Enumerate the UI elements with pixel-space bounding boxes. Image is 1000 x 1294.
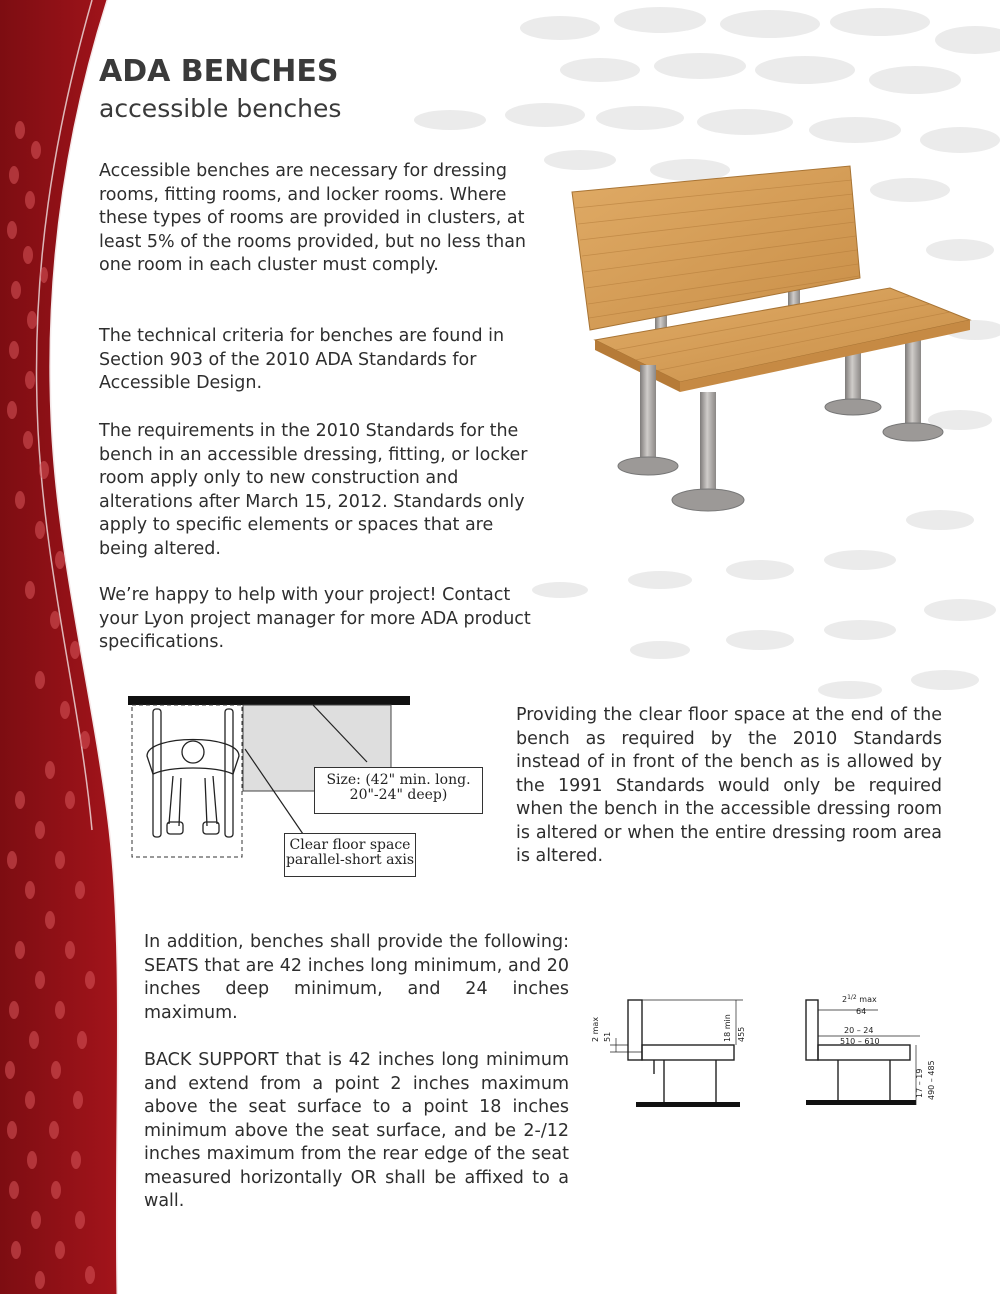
- back-height-dimension-diagram: [588, 990, 758, 1120]
- requirements-seats-paragraph: In addition, benches shall provide the following: SEATS that are 42 inches long minimum, and 20 inches deep minimum, and 24 inches maximum.: [144, 932, 569, 1023]
- requirements-back-support-paragraph: BACK SUPPORT that is 42 inches long minimum and extend from a point 2 inches maximum above the seat surface to a point 18 inches minimum above the seat surface, and be 2-/12 inches maximum from the rear edge of the seat measured horizontally OR shall be affixed to a wall.: [144, 1050, 569, 1211]
- intro-paragraph-1: Accessible benches are necessary for dressing rooms, fitting rooms, and locker rooms. Where these types of rooms are provided in clusters, at least 5% of the rooms provided, but no less than one room in each cluster must comply.: [99, 161, 527, 275]
- seat-depth-dimension-diagram: [798, 988, 948, 1123]
- dim-490-485: 490 – 485: [927, 1060, 936, 1100]
- intro-paragraph-3: The requirements in the 2010 Standards for the bench in an accessible dressing, fitting, or locker room apply only to new construction and alterations after March 15, 2012. Standards only apply to specific elements or spaces that are being altered.: [99, 421, 528, 559]
- wheelchair-icon: [147, 709, 239, 837]
- clear-floor-callout-line-2: parallel-short axis: [285, 852, 415, 868]
- page-title: ADA BENCHES: [99, 54, 339, 89]
- dim-20-24: 20 – 24: [844, 1026, 874, 1035]
- dim-2-half-max: $2^{1/2}$ max: [842, 994, 877, 1004]
- page-subtitle: accessible benches: [99, 94, 342, 123]
- dim-510-610: 510 – 610: [840, 1037, 880, 1046]
- dim-2-max: 2 max: [591, 1016, 600, 1042]
- size-callout-line-1: Size: (42" min. long.: [326, 772, 471, 788]
- dim-17-19: 17 – 19: [915, 1068, 924, 1098]
- clear-floor-callout-line-1: Clear floor space: [289, 837, 411, 853]
- clear-floor-space-description: Providing the clear floor space at the end of the bench as required by the 2010 Standards instead of in front of the bench as is allowed by the 1991 Standards would only be required when the bench in the accessible dressing room is altered or when the entire dressing room area is altered.: [516, 705, 942, 866]
- intro-paragraph-2: The technical criteria for benches are found in Section 903 of the 2010 ADA Standards for Accessible Design.: [99, 326, 505, 393]
- wall-bar: [128, 696, 410, 705]
- intro-paragraph-4: We’re happy to help with your project! Contact your Lyon project manager for more ADA product specifications.: [99, 585, 531, 652]
- bench-product-image: [560, 160, 980, 525]
- dim-51: 51: [603, 1031, 612, 1042]
- clear-floor-callout: [284, 833, 416, 877]
- dim-455: 455: [737, 1026, 746, 1042]
- size-callout: [314, 767, 483, 814]
- dim-64: 64: [856, 1007, 867, 1016]
- size-callout-line-2: 20"-24" deep): [349, 787, 448, 803]
- dim-18-min: 18 min: [723, 1014, 732, 1042]
